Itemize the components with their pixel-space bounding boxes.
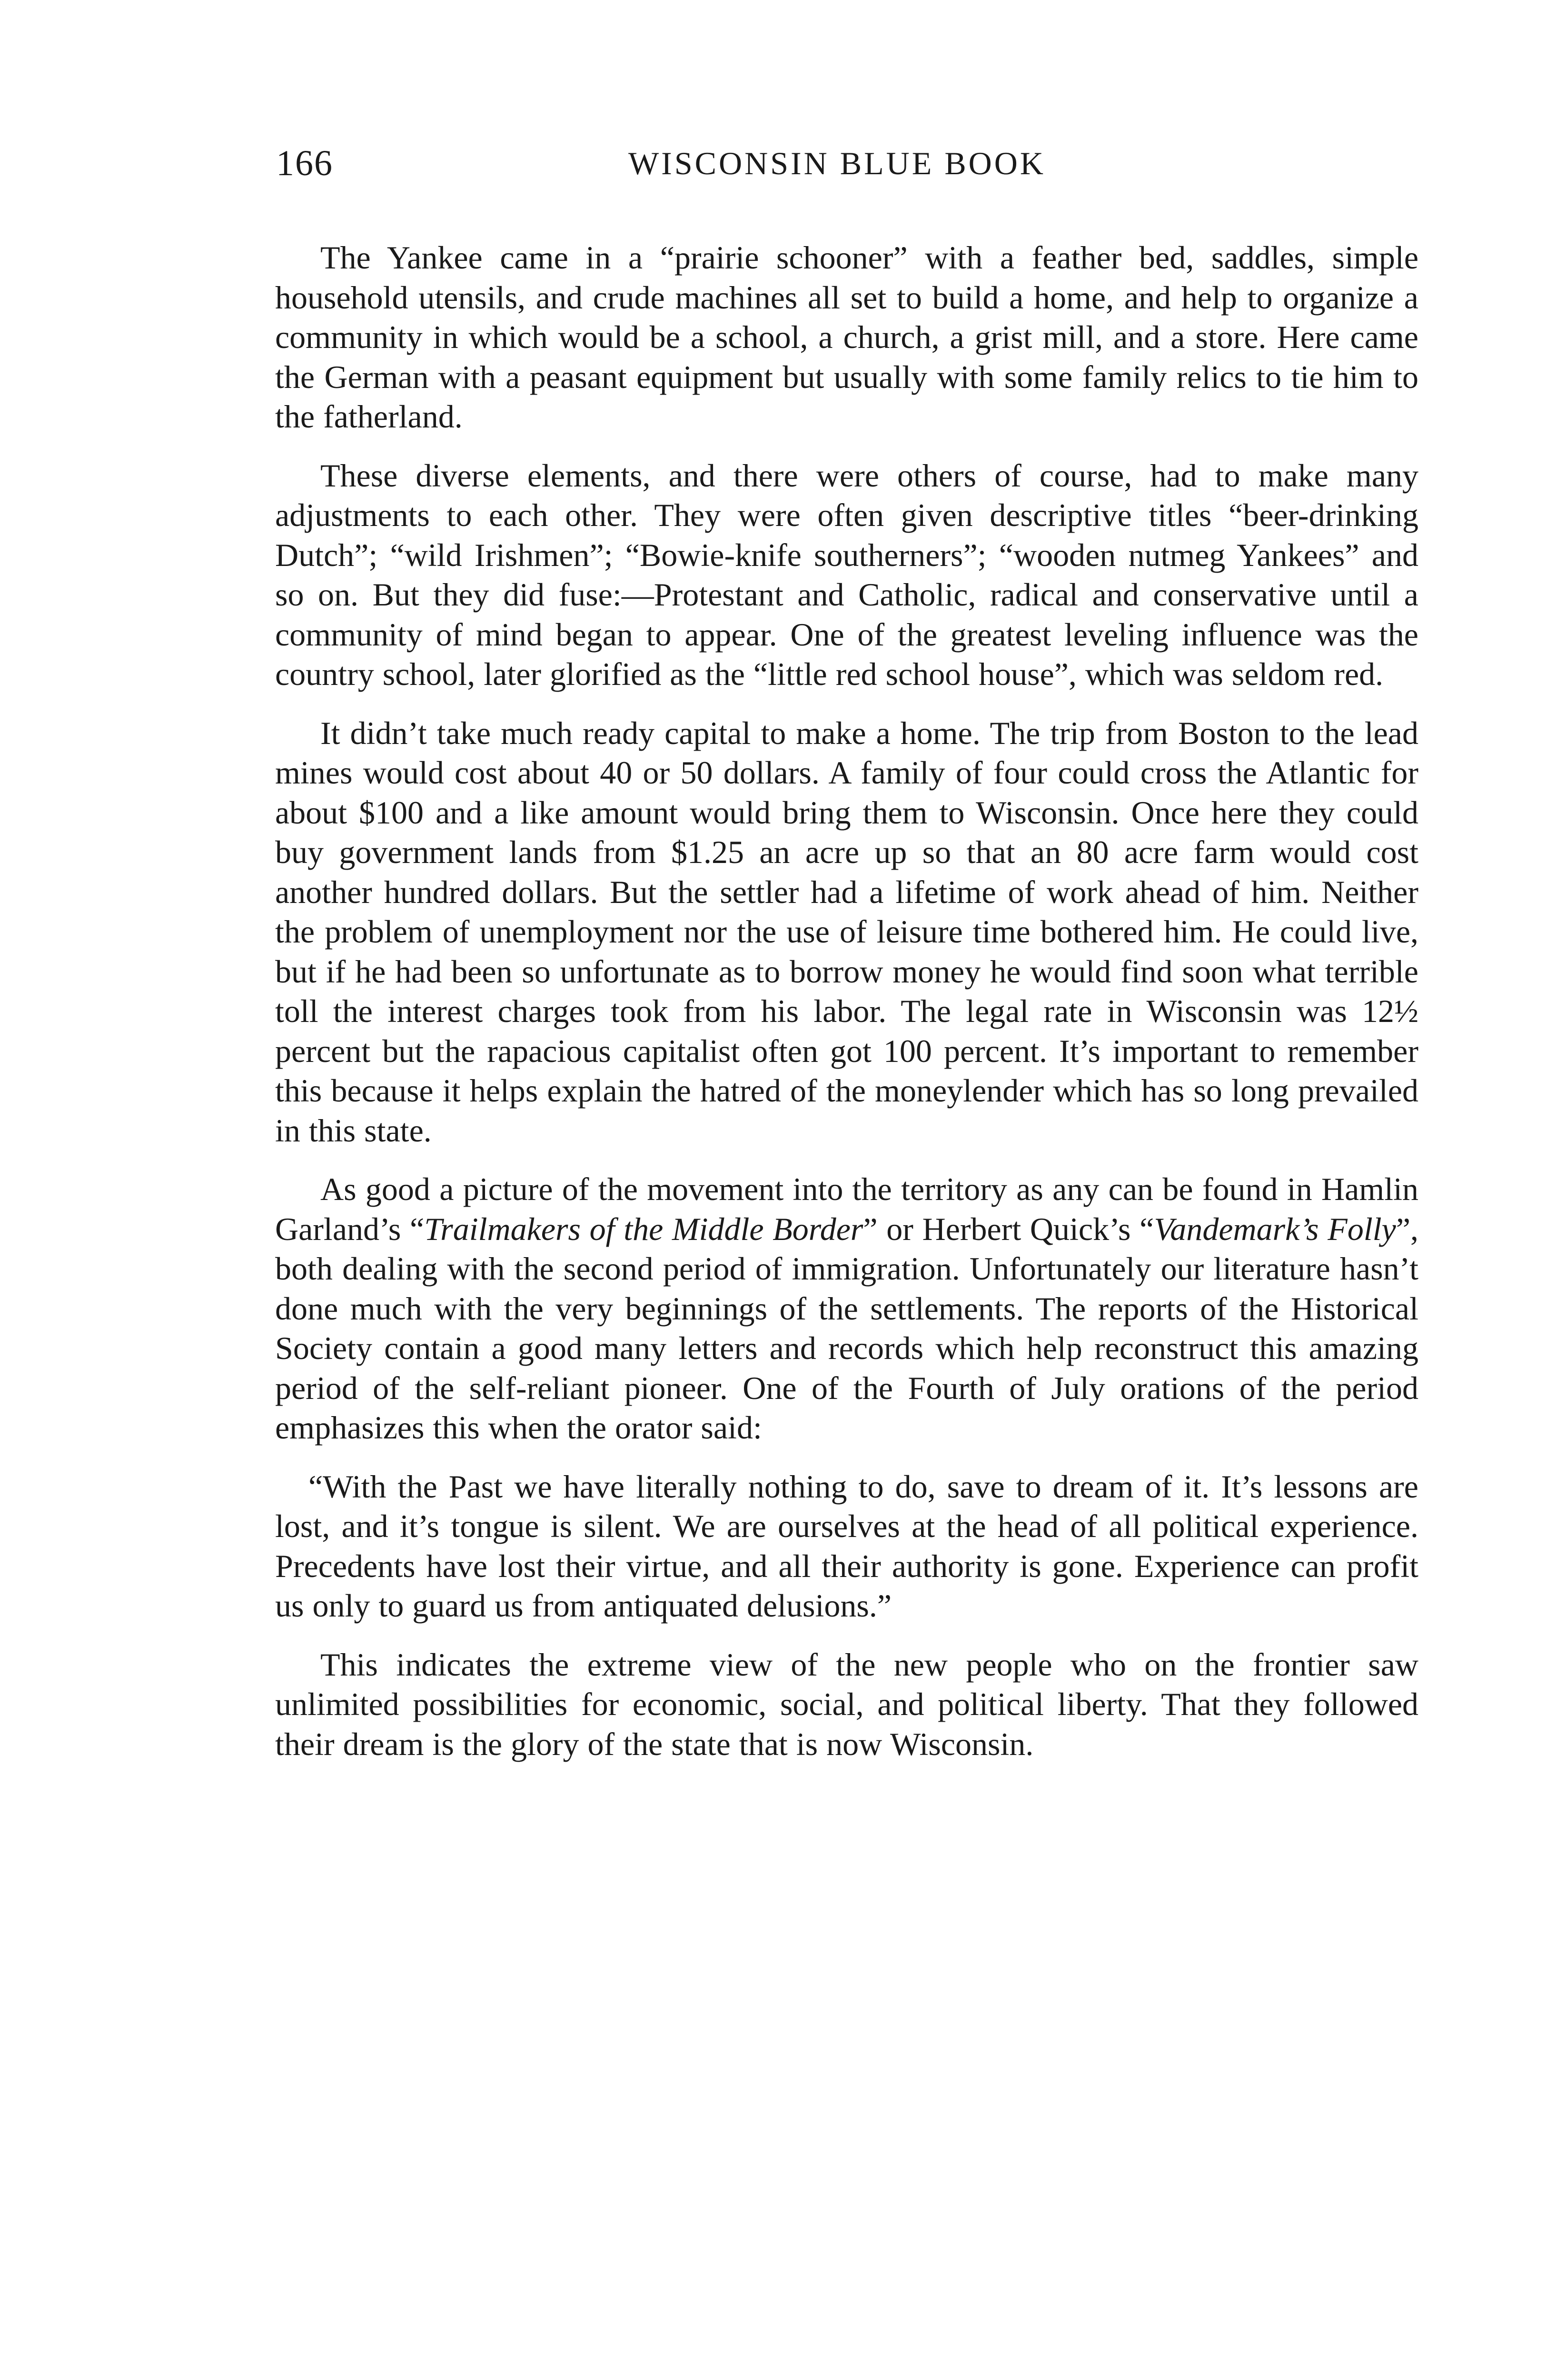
paragraph-literature — [275, 1170, 1418, 1448]
paragraph-ready-capital: It didn’t take much ready capital to make a home. The trip from Boston to the lead mines would cost about 40 or 50 dollars. A family of four could cross the Atlantic for about $100 and a like amount would bring them to Wisconsin. Once here they could buy government lands from $1.25 an acre up so that an 80 acre farm would cost another hundred dollars. But the settler had a lifetime of work ahead of him. Neither the problem of unemployment nor the use of leisure time bothered him. He could live, but if he had been so unfortunate as to borrow money he would find soon what terrible toll the interest charges took from his labor. The legal rate in Wisconsin was 12½ percent but the rapacious capitalist often got 100 percent. It’s important to remember this because it helps explain the hatred of the moneylender which has so long prevailed in this state. — [275, 714, 1418, 1149]
literature-text-1: As good a picture of the movement into the territory as any can be found in Hamlin Garland’s “ — [275, 1171, 1418, 1247]
book-title-vandemark: Vandemark’s Folly — [1154, 1210, 1396, 1247]
paragraph-yankee-settler: The Yankee came in a “prairie schooner” with a feather bed, saddles, simple household utensils, and crude machines all set to build a home, and help to organize a community in which would be a school, a church, a grist mill, and a store. Here came the German with a peasant equipment but usually with some family relics to tie him to the fatherland. — [275, 239, 1418, 435]
paragraph-conclusion: This indicates the extreme view of the new people who on the frontier saw unlimited possibilities for economic, social, and political liberty. That they followed their dream is the glory of the state that is now Wisconsin. — [275, 1646, 1418, 1762]
page-number: 166 — [276, 143, 333, 183]
oration-quote: “With the Past we have literally nothing to do, save to dream of it. It’s lessons are lost, and it’s tongue is silent. We are ourselves at the head of all political experience. Precedents have lost their virtue, and all their authority is gone. Experience can profit us only to guard us from antiquated delusions.” — [275, 1468, 1418, 1624]
literature-text-3: ”, both dealing with the second period of immigration. Unfortunately our literature hasn’t done much with the very beginnings of the settlements. The reports of the Historical Society contain a good many letters and records which help reconstruct this amazing period of the self-reliant pioneer. One of the Fourth of July orations of the period emphasizes this when the orator said: — [275, 1210, 1418, 1446]
paragraph-diverse-elements: These diverse elements, and there were others of course, had to make many adjustments to each other. They were often given descriptive titles “beer-drinking Dutch”; “wild Irishmen”; “Bowie-knife southerners”; “wooden nutmeg Yankees” and so on. But they did fuse:—Protestant and Catholic, radical and conservative until a community of mind began to appear. One of the greatest leveling influence was the country school, later glorified as the “little red school house”, which was seldom red. — [275, 457, 1418, 692]
literature-text-2: ” or Herbert Quick’s “ — [863, 1210, 1154, 1247]
running-title: WISCONSIN BLUE BOOK — [628, 145, 1046, 181]
book-title-trailmakers: Trailmakers of the Middle Border — [424, 1210, 863, 1247]
body-text — [275, 238, 1418, 1783]
running-head — [276, 143, 1414, 186]
